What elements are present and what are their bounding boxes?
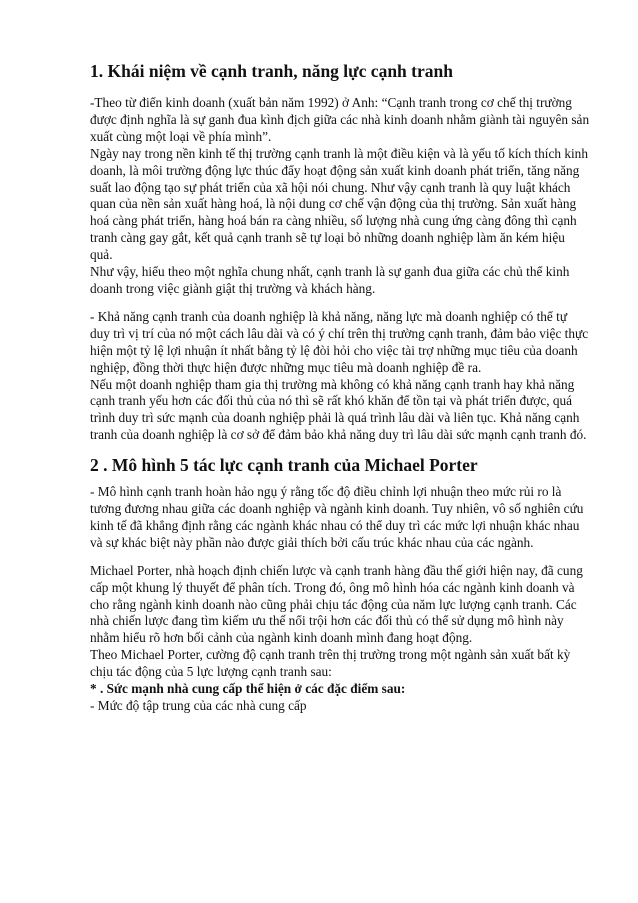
section-1-paragraph-2: Ngày nay trong nền kinh tế thị trường cạnh tranh là một điều kiện và là yếu tố kích thích kinh doanh, là môi trường động lực thúc đẩy hoạt động sản xuất kinh doanh phát triển, tăng năng suất lao động tạo sự phát triển của xã hội nói chung. Như vậy cạnh tranh là quy luật khách quan của nền sản xuất hàng hoá, là nội dung cơ chế vận động của thị trường. Sản xuất hàng hoá càng phát triển, hàng hoá bán ra càng nhiều, số lượng nhà cung ứng càng đông thì cạnh tranh càng gay gắt, kết quả cạnh tranh sẽ tự loại bỏ những doanh nghiệp làm ăn kém hiệu quả.	[90, 145, 588, 263]
section-1-heading: 1. Khái niệm về cạnh tranh, năng lực cạnh tranh	[90, 61, 453, 81]
section-2-paragraph-2: Michael Porter, nhà hoạch định chiến lược và cạnh tranh hàng đầu thế giới hiện nay, đã cung cấp một khung lý thuyết để phân tích. Trong đó, ông mô hình hóa các ngành kinh doanh và cho rằng ngành kinh doanh nào cũng phải chịu tác động của năm lực lượng cạnh tranh. Các nhà chiến lược đang tìm kiếm ưu thế nổi trội hơn các đối thủ có thể sử dụng mô hình này nhằm hiểu rõ hơn bối cảnh của ngành kinh doanh mình đang hoạt động.	[90, 562, 583, 646]
section-1-paragraph-5: Nếu một doanh nghiệp tham gia thị trường mà không có khả năng cạnh tranh hay khả năng cạnh tranh yếu hơn các đối thủ của nó thì sẽ rất khó khăn để tồn tại và phát triển được, quá trình duy trì sức mạnh của doanh nghiệp phải là quá trình lâu dài và liên tục. Khả năng cạnh tranh của doanh nghiệp là cơ sở để đảm bảo khả năng duy trì lâu dài sức mạnh cạnh tranh đó.	[90, 376, 587, 443]
section-2-paragraph-5: - Mức độ tập trung của các nhà cung cấp	[90, 698, 307, 713]
section-2-paragraph-3: Theo Michael Porter, cường độ cạnh tranh trên thị trường trong một ngành sản xuất bất kỳ chịu tác động của 5 lực lượng cạnh tranh sau:	[90, 647, 571, 680]
section-2-paragraph-1: - Mô hình cạnh tranh hoàn hảo ngụ ý rằng tốc độ điều chỉnh lợi nhuận theo mức rủi ro là tương đương nhau giữa các doanh nghiệp và ngành kinh doanh. Tuy nhiên, vô số nghiên cứu kinh tế đã khẳng định rằng các ngành khác nhau có thể duy trì các mức lợi nhuận khác nhau và sự khác biệt này phần nào được giải thích bởi cấu trúc khác nhau của các ngành.	[90, 484, 584, 550]
section-2-heading: 2 . Mô hình 5 tác lực cạnh tranh của Michael Porter	[90, 455, 478, 476]
section-1-paragraph-3: Như vậy, hiểu theo một nghĩa chung nhất, cạnh tranh là sự ganh đua giữa các chủ thể kinh doanh trong việc giành giật thị trường và khách hàng.	[90, 264, 570, 296]
section-1-paragraph-4: - Khả năng cạnh tranh của doanh nghiệp là khả năng, năng lực mà doanh nghiệp có thể tự duy trì vị trí của nó một cách lâu dài và có ý chí trên thị trường cạnh tranh, đảm bảo việc thực hiện một tỷ lệ lợi nhuận ít nhất bằng tỷ lệ đòi hỏi cho việc tài trợ những mục tiêu của doanh nghiệp, đồng thời thực hiện được những mục tiêu mà doanh nghiệp đề ra.	[90, 308, 589, 375]
section-1-paragraph-1: -Theo từ điển kinh doanh (xuất bản năm 1992) ở Anh: “Cạnh tranh trong cơ chế thị trường được định nghĩa là sự ganh đua kình địch giữa các nhà kinh doanh nhằm giành tài nguyên sản xuất cùng một loại về phía mình”.	[90, 95, 590, 144]
document-page	[90, 60, 590, 715]
section-2-bold-subheading: * . Sức mạnh nhà cung cấp thể hiện ở các đặc điểm sau:	[90, 681, 406, 697]
